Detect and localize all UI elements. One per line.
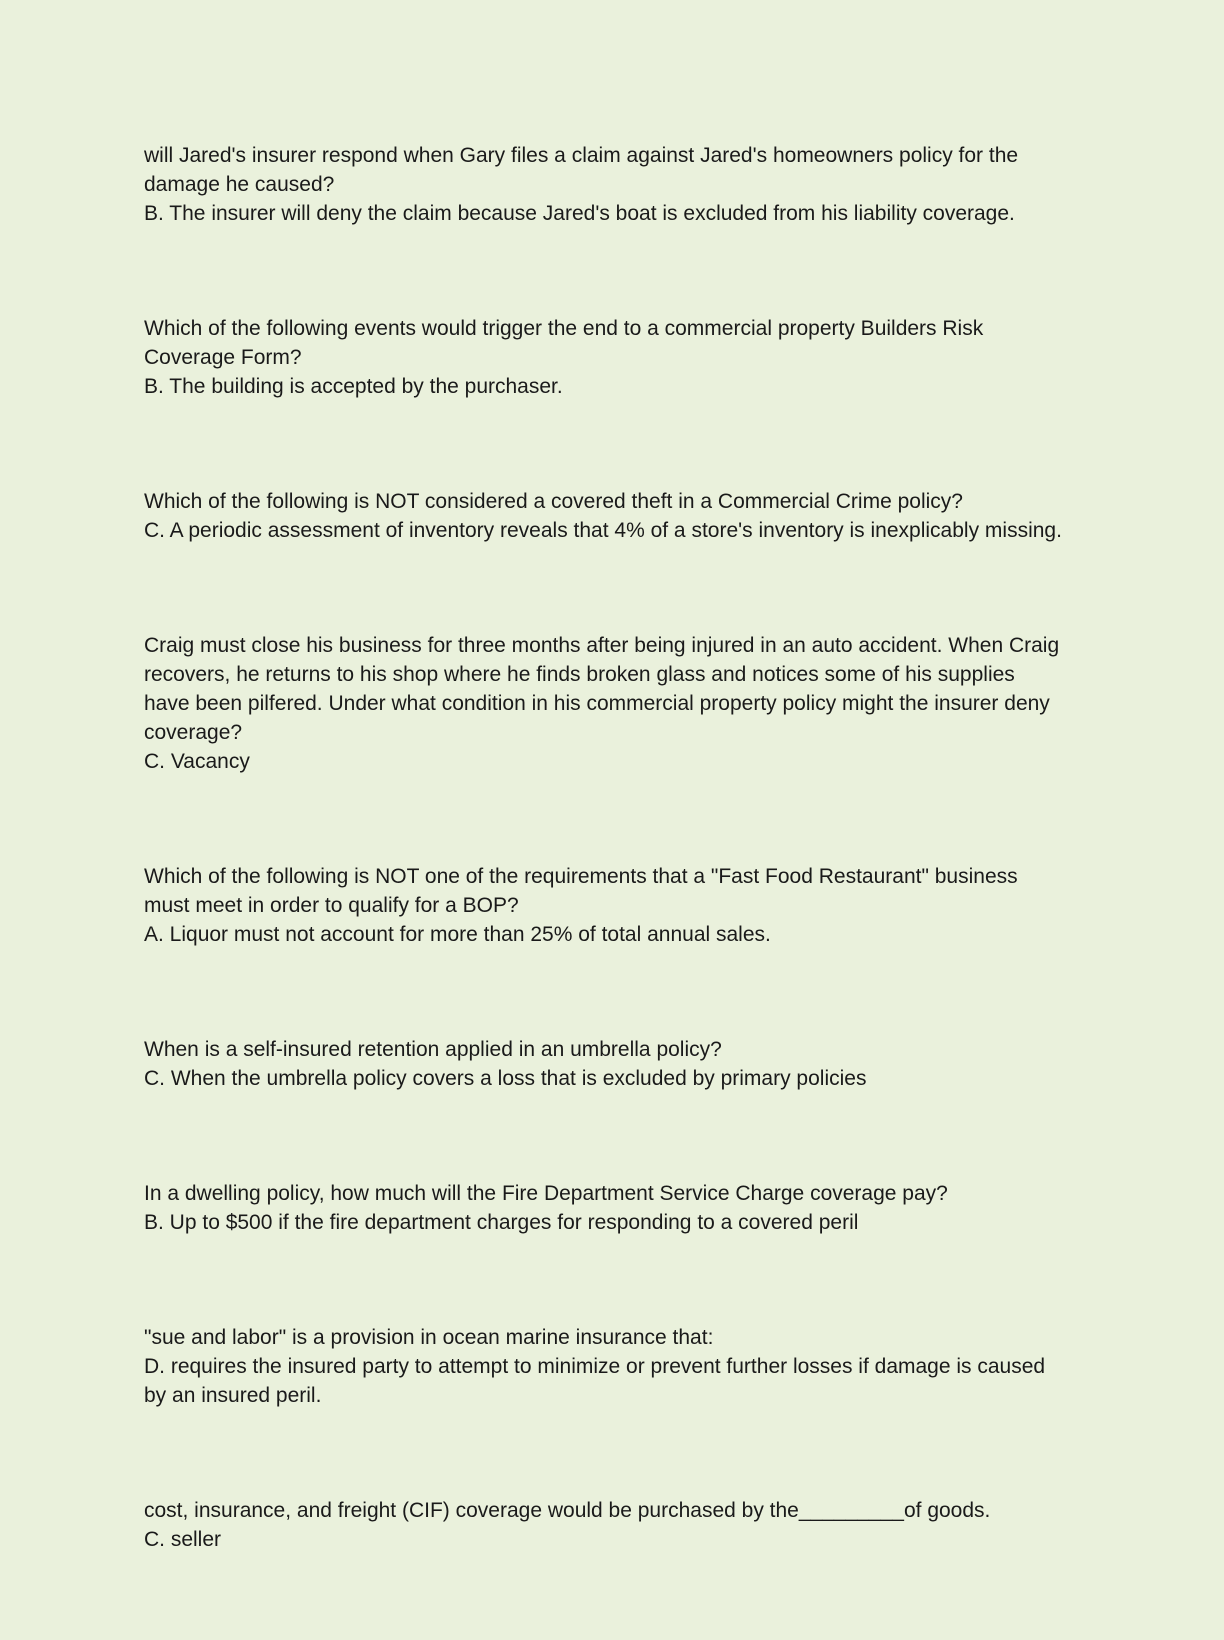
qa-item-5 [144,862,1064,949]
question-text: Which of the following events would trigger the end to a commercial property Builders Risk Coverage Form? [144,317,990,369]
question-text: Which of the following is NOT considered a covered theft in a Commercial Crime policy? [144,490,963,513]
answer-text: A. Liquor must not account for more than 25% of total annual sales. [144,923,771,946]
qa-item-1 [144,141,1064,228]
answer-text: B. The insurer will deny the claim because Jared's boat is excluded from his liability coverage. [144,202,1015,225]
qa-item-9 [144,1496,1064,1554]
question-text: "sue and labor" is a provision in ocean marine insurance that: [144,1326,714,1349]
qa-item-8 [144,1323,1064,1410]
qa-item-4 [144,631,1064,776]
qa-item-3 [144,487,1064,545]
answer-text: B. Up to $500 if the fire department charges for responding to a covered peril [144,1211,859,1234]
question-text: When is a self-insured retention applied in an umbrella policy? [144,1038,722,1061]
question-text: Which of the following is NOT one of the requirements that a "Fast Food Restaurant" business must meet in order to qualify for a BOP? [144,865,1024,917]
answer-text: D. requires the insured party to attempt to minimize or prevent further losses if damage is caused by an insured peril. [144,1355,1051,1407]
answer-text: C. Vacancy [144,750,250,773]
question-text: Craig must close his business for three months after being injured in an auto accident. When Craig recovers, he returns to his shop where he finds broken glass and notices some of his supplies have been pilfered. Under what condition in his commercial property policy might the insurer deny coverage? [144,634,1065,744]
document-page [144,141,1064,1640]
question-text: In a dwelling policy, how much will the Fire Department Service Charge coverage pay? [144,1182,948,1205]
answer-text: C. When the umbrella policy covers a loss that is excluded by primary policies [144,1067,867,1090]
qa-item-2 [144,314,1064,401]
qa-item-7 [144,1179,1064,1237]
question-text: will Jared's insurer respond when Gary files a claim against Jared's homeowners policy for the damage he caused? [144,144,1024,196]
answer-text: B. The building is accepted by the purchaser. [144,375,563,398]
answer-text: C. A periodic assessment of inventory reveals that 4% of a store's inventory is inexplicably missing. [144,519,1062,542]
qa-item-6 [144,1035,1064,1093]
answer-text: C. seller [144,1528,222,1551]
question-text: cost, insurance, and freight (CIF) coverage would be purchased by the_________of goods. [144,1499,991,1522]
